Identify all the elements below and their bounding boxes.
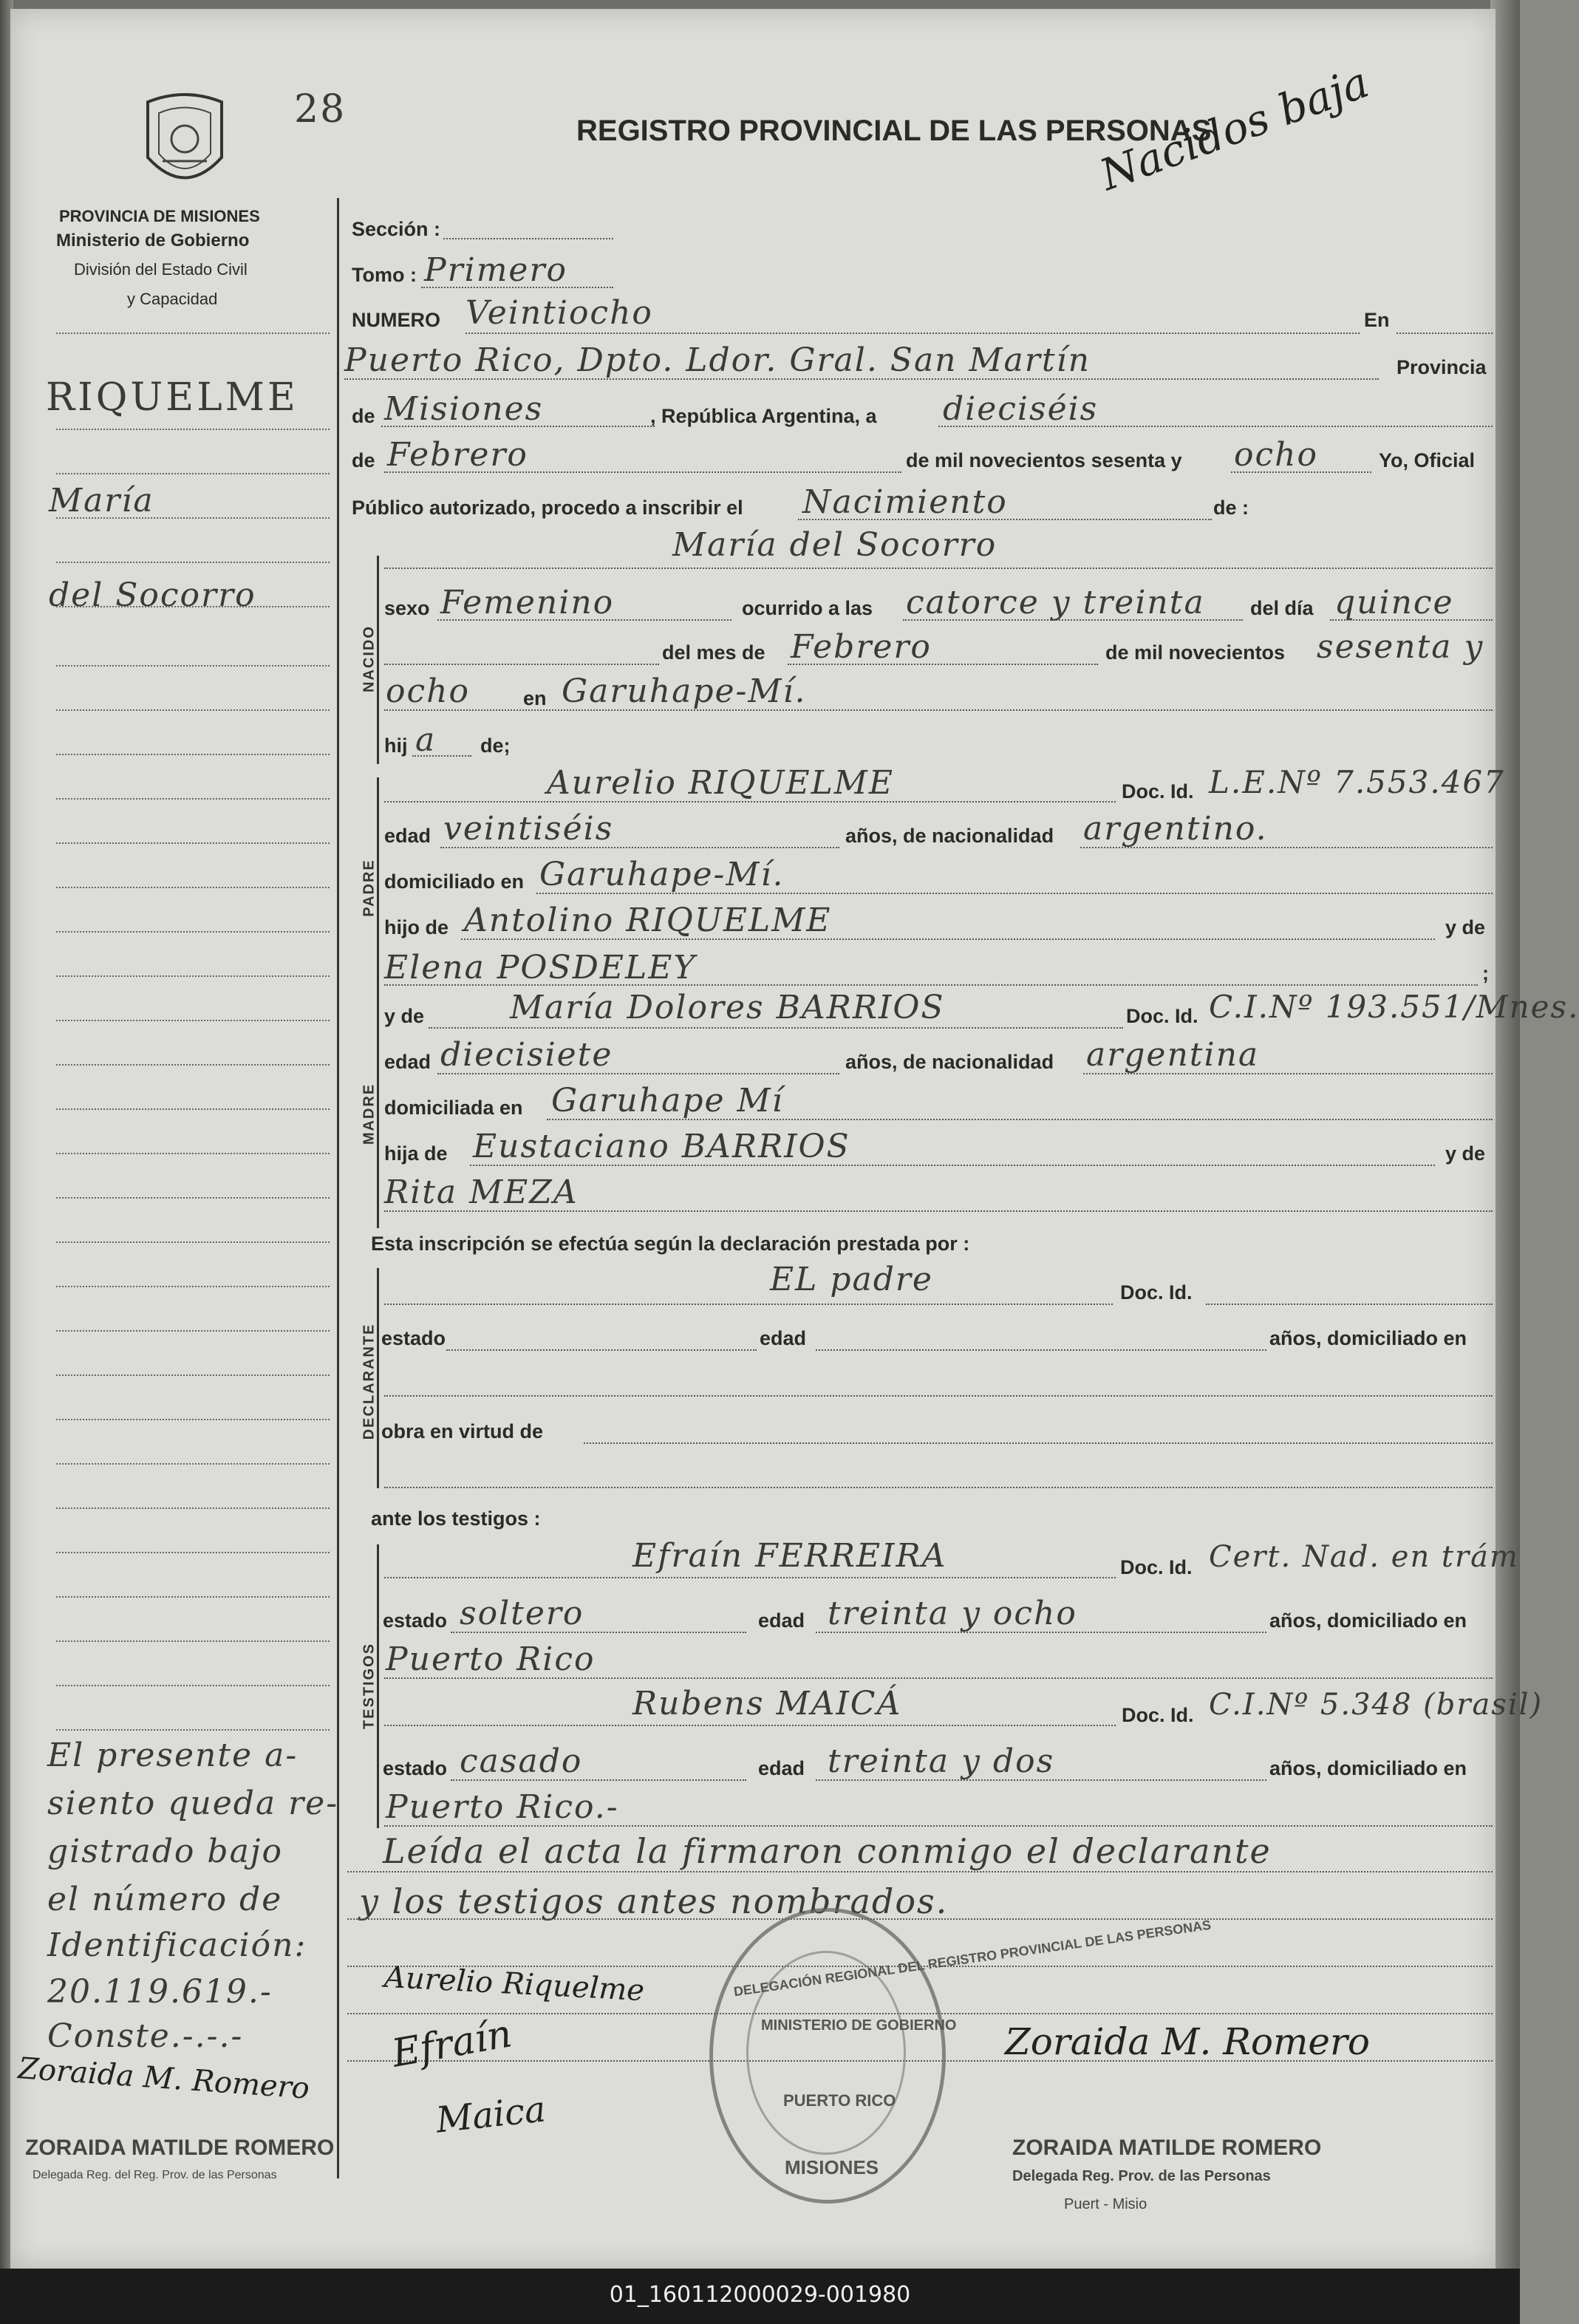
label-doc-id-madre: Doc. Id. [1126, 1005, 1198, 1027]
label-hijo-de: hijo de [384, 916, 449, 938]
field-line [384, 568, 1493, 569]
margin-rule [56, 473, 330, 474]
margin-annotation-line: el número de [47, 1881, 283, 1918]
field-line [1231, 471, 1371, 473]
value-testigo2-name: Rubens MAICÁ [632, 1685, 902, 1722]
value-madre-domicile: Garuhape Mí [551, 1082, 784, 1120]
margin-rule [56, 1419, 330, 1420]
official-name-right: ZORAIDA MATILDE ROMERO [1012, 2136, 1322, 2160]
label-hija-de: hija de [384, 1142, 448, 1165]
closing-line-1: Leída el acta la firmaron conmigo el declarante [383, 1831, 1272, 1871]
section-label-nacido: NACIDO [361, 625, 378, 692]
margin-rule [56, 931, 330, 933]
field-line [347, 1918, 1493, 1920]
seal-province: MISIONES [785, 2156, 879, 2178]
label-de: de [352, 405, 375, 427]
value-padre-name: Aurelio RIQUELME [547, 764, 894, 802]
label-semicolon: ; [1482, 962, 1489, 984]
label-ocurrido: ocurrido a las [742, 597, 873, 619]
label-numero: NUMERO [352, 309, 440, 331]
value-testigo2-domicilio: Puerto Rico.- [386, 1788, 619, 1826]
margin-annotation-line: El presente a- [47, 1737, 299, 1774]
field-line [451, 1779, 746, 1781]
value-padre-doc: L.E.Nº 7.553.467 [1209, 764, 1505, 800]
value-birth-month: Febrero [791, 628, 932, 666]
official-title-right: Delegada Reg. Prov. de las Personas [1012, 2168, 1271, 2184]
field-line [412, 755, 471, 757]
margin-rule [56, 709, 330, 711]
field-line [384, 471, 901, 473]
label-doc-id-padre: Doc. Id. [1122, 780, 1194, 803]
label-tomo: Tomo : [352, 264, 417, 286]
label-y-de3: y de [1445, 1142, 1486, 1165]
value-padre-mother: Elena POSDELEY [384, 949, 697, 986]
value-padre-age: veintiséis [443, 810, 614, 848]
label-edad-decl: edad [760, 1327, 807, 1349]
field-line [429, 1027, 1123, 1029]
value-testigo2-edad: treinta y dos [828, 1742, 1055, 1780]
value-testigo1-name: Efraín FERREIRA [632, 1537, 947, 1575]
field-line [384, 1725, 1116, 1726]
value-numero: Veintiocho [465, 294, 653, 332]
label-estado-t1: estado [383, 1609, 448, 1632]
value-testigo1-estado: soltero [460, 1595, 584, 1632]
header-signature: Nacidos baja [1093, 56, 1376, 201]
value-day: dieciséis [943, 390, 1099, 428]
field-line [384, 1395, 1493, 1397]
field-line [816, 1349, 1266, 1351]
label-anios-dom-t2: años, domiciliado en [1269, 1757, 1467, 1779]
margin-rule [56, 1596, 330, 1598]
margin-rule [56, 1153, 330, 1154]
field-line [1083, 1073, 1493, 1074]
value-child-name: María del Socorro [672, 526, 997, 564]
value-padre-nationality: argentino. [1083, 810, 1268, 848]
seal-ministry: MINISTERIO DE GOBIERNO [761, 2017, 957, 2034]
label-edad-t1: edad [758, 1609, 805, 1632]
field-line [470, 1165, 1435, 1166]
label-publico: Público autorizado, procedo a inscribir el [352, 497, 743, 519]
margin-rule [56, 562, 330, 563]
label-de2: de [352, 449, 375, 471]
value-birth-place: Garuhape-Mí. [562, 672, 807, 710]
official-name-left: ZORAIDA MATILDE ROMERO [25, 2136, 335, 2160]
label-mil-novecientos: de mil novecientos sesenta y [906, 449, 1182, 471]
field-line [465, 333, 1360, 334]
margin-rule [56, 1197, 330, 1199]
value-testigo2-doc: C.I.Nº 5.348 (brasil) [1209, 1688, 1544, 1722]
image-id-label: 01_160112000029-001980 [609, 2282, 911, 2308]
field-line [384, 1825, 1493, 1827]
field-line [344, 378, 1379, 380]
value-provincia: Misiones [384, 390, 544, 428]
margin-rule [56, 975, 330, 977]
label-de-semi: de; [480, 735, 511, 757]
value-hij-suffix: a [415, 721, 437, 759]
field-line [536, 893, 1493, 894]
label-edad: edad [384, 825, 432, 847]
margin-rule [56, 1463, 330, 1465]
value-madre-doc: C.I.Nº 193.551/Mnes. [1209, 989, 1579, 1025]
field-line [798, 519, 1212, 520]
value-testigo1-doc: Cert. Nad. en trám [1209, 1540, 1519, 1574]
field-line [384, 1577, 1116, 1578]
value-padre-domicile: Garuhape-Mí. [539, 856, 785, 893]
margin-rule [56, 1552, 330, 1553]
label-seccion: Sección : [352, 218, 441, 240]
margin-annotation-line: siento queda re- [47, 1785, 339, 1822]
value-acta-type: Nacimiento [802, 483, 1008, 521]
label-provincia: Provincia [1396, 356, 1487, 378]
field-line [1080, 847, 1493, 848]
margin-rule [56, 1640, 330, 1642]
field-line [381, 426, 655, 427]
field-line [451, 1632, 746, 1633]
label-inscripcion: Esta inscripción se efectúa según la declaración prestada por : [371, 1233, 970, 1255]
margin-rule [56, 429, 330, 430]
label-obra: obra en virtud de [381, 1420, 544, 1442]
value-testigo1-edad: treinta y ocho [828, 1595, 1077, 1632]
section-label-testigos: TESTIGOS [361, 1642, 378, 1730]
field-line [440, 847, 839, 848]
field-line [437, 1073, 839, 1074]
label-republica: , República Argentina, a [650, 405, 877, 427]
margin-first-name: María [49, 482, 154, 519]
label-estado-t2: estado [383, 1757, 448, 1779]
margin-divider [337, 198, 339, 2178]
label-anios-nac: años, de nacionalidad [845, 825, 1054, 847]
margin-annotation-line: 20.119.619.- [47, 1973, 273, 2011]
margin-annotation-line: Identificación: [47, 1926, 307, 1964]
margin-rule [56, 1685, 330, 1686]
margin-rule [56, 842, 330, 844]
field-line [788, 664, 1098, 665]
field-line [384, 1487, 1493, 1488]
label-del-mes: del mes de [662, 641, 765, 664]
field-line [1330, 619, 1493, 621]
value-declarante-name: EL padre [770, 1261, 933, 1298]
margin-rule [56, 333, 330, 334]
label-de-colon: de : [1213, 497, 1249, 519]
margin-signature: Zoraida M. Romero [16, 2051, 311, 2106]
label-doc-id-t1: Doc. Id. [1120, 1556, 1193, 1578]
label-yo-oficial: Yo, Oficial [1379, 449, 1476, 471]
seal-text: DELEGACIÓN REGIONAL DEL REGISTRO PROVINCIAL DE LAS PERSONAS [732, 1917, 1213, 2000]
field-line [1206, 1304, 1493, 1305]
margin-rule [56, 1286, 330, 1287]
section-label-madre: MADRE [361, 1083, 378, 1145]
field-line [816, 1632, 1266, 1633]
value-madre-father: Eustaciano BARRIOS [473, 1128, 850, 1165]
section-label-padre: PADRE [361, 859, 378, 917]
label-doc-id-t2: Doc. Id. [1122, 1704, 1194, 1726]
signature-declarante: Aurelio Riquelme [383, 1960, 646, 2008]
field-line [421, 287, 613, 288]
label-doc-id-decl: Doc. Id. [1120, 1281, 1193, 1304]
margin-rule [56, 1729, 330, 1731]
label-edad2: edad [384, 1051, 432, 1073]
signature-official: Zoraida M. Romero [1005, 2020, 1370, 2063]
value-birth-year2: ocho [386, 672, 470, 710]
section-label-declarante: DECLARANTE [361, 1323, 378, 1440]
label-domiciliado-en: domiciliado en [384, 870, 525, 893]
margin-annotation-line: Conste.-.-.- [47, 2017, 244, 2055]
official-title-left: Delegada Reg. del Reg. Prov. de las Personas [33, 2169, 277, 2181]
margin-rule [56, 1064, 330, 1066]
label-en: En [1364, 309, 1390, 331]
misiones-crest-icon [140, 87, 229, 198]
margin-rule [56, 1108, 330, 1110]
label-y-de: y de [1445, 916, 1486, 938]
margin-surname: RIQUELME [46, 375, 299, 420]
office-line-3: División del Estado Civil [74, 260, 248, 279]
label-anios-dom-t1: años, domiciliado en [1269, 1609, 1467, 1632]
office-line-1: PROVINCIA DE MISIONES [59, 207, 260, 225]
label-domiciliada-en: domiciliada en [384, 1097, 523, 1119]
value-padre-father: Antolino RIQUELME [464, 902, 832, 939]
margin-rule [56, 1020, 330, 1021]
value-tomo: Primero [424, 251, 567, 289]
field-line [437, 619, 731, 621]
margin-annotation-line: gistrado bajo [47, 1833, 283, 1870]
value-testigo1-domicilio: Puerto Rico [386, 1640, 596, 1678]
margin-rule [56, 887, 330, 888]
label-anios-dom-decl: años, domiciliado en [1269, 1327, 1467, 1349]
value-place: Puerto Rico, Dpto. Ldor. Gral. San Martín [344, 341, 1091, 379]
margin-rule [56, 754, 330, 755]
label-estado-decl: estado [381, 1327, 446, 1349]
value-sex: Femenino [440, 584, 615, 621]
field-line [816, 1779, 1266, 1781]
label-y-de2: y de [384, 1005, 425, 1027]
field-line [443, 238, 613, 239]
office-line-4: y Capacidad [127, 290, 218, 308]
value-madre-mother: Rita MEZA [384, 1173, 579, 1211]
margin-rule [56, 1507, 330, 1509]
field-line [384, 664, 659, 665]
label-hij: hij [384, 735, 408, 757]
label-testigos-intro: ante los testigos : [371, 1507, 541, 1530]
official-place-right: Puert - Misio [1064, 2196, 1147, 2212]
field-line [584, 1442, 1493, 1444]
signature-testigo-1: Efraín [389, 2011, 516, 2076]
value-madre-name: María Dolores BARRIOS [510, 989, 945, 1026]
margin-rule [56, 1241, 330, 1243]
seal-town: PUERTO RICO [783, 2091, 896, 2110]
label-sexo: sexo [384, 597, 430, 619]
margin-rule [56, 1374, 330, 1376]
value-madre-age: diecisiete [440, 1036, 613, 1074]
value-testigo2-estado: casado [460, 1742, 583, 1780]
field-line [547, 1119, 1493, 1120]
field-line [1396, 333, 1493, 334]
field-line [903, 619, 1243, 621]
closing-line-2: y los testigos antes nombrados. [359, 1881, 949, 1921]
label-anios-nac2: años, de nacionalidad [845, 1051, 1054, 1073]
margin-rule [56, 798, 330, 800]
field-line [461, 938, 1435, 940]
value-madre-nationality: argentina [1086, 1036, 1260, 1074]
page-number: 28 [294, 87, 347, 132]
value-birth-year: sesenta y [1317, 628, 1484, 666]
page-title: REGISTRO PROVINCIAL DE LAS PERSONAS [576, 115, 1212, 147]
margin-second-name: del Socorro [49, 576, 256, 614]
label-mil-nov2: de mil novecientos [1105, 641, 1286, 664]
label-del-dia: del día [1250, 597, 1314, 619]
field-line [384, 984, 1478, 986]
field-line [384, 1304, 1113, 1305]
field-line [384, 1677, 1493, 1679]
margin-rule [56, 665, 330, 667]
value-month: Febrero [387, 436, 528, 474]
value-time: catorce y treinta [906, 584, 1205, 621]
label-edad-t2: edad [758, 1757, 805, 1779]
office-line-2: Ministerio de Gobierno [56, 231, 250, 251]
field-line [938, 426, 1493, 427]
field-line [384, 709, 1493, 711]
field-line [384, 1210, 1493, 1212]
label-en2: en [523, 687, 547, 709]
value-birth-day: quince [1334, 584, 1454, 621]
margin-rule [56, 1330, 330, 1332]
field-line [347, 1871, 1493, 1873]
field-line [384, 801, 1116, 803]
value-year-suffix: ocho [1234, 436, 1318, 474]
signature-testigo-2: Maica [434, 2088, 548, 2141]
field-line [446, 1349, 757, 1351]
